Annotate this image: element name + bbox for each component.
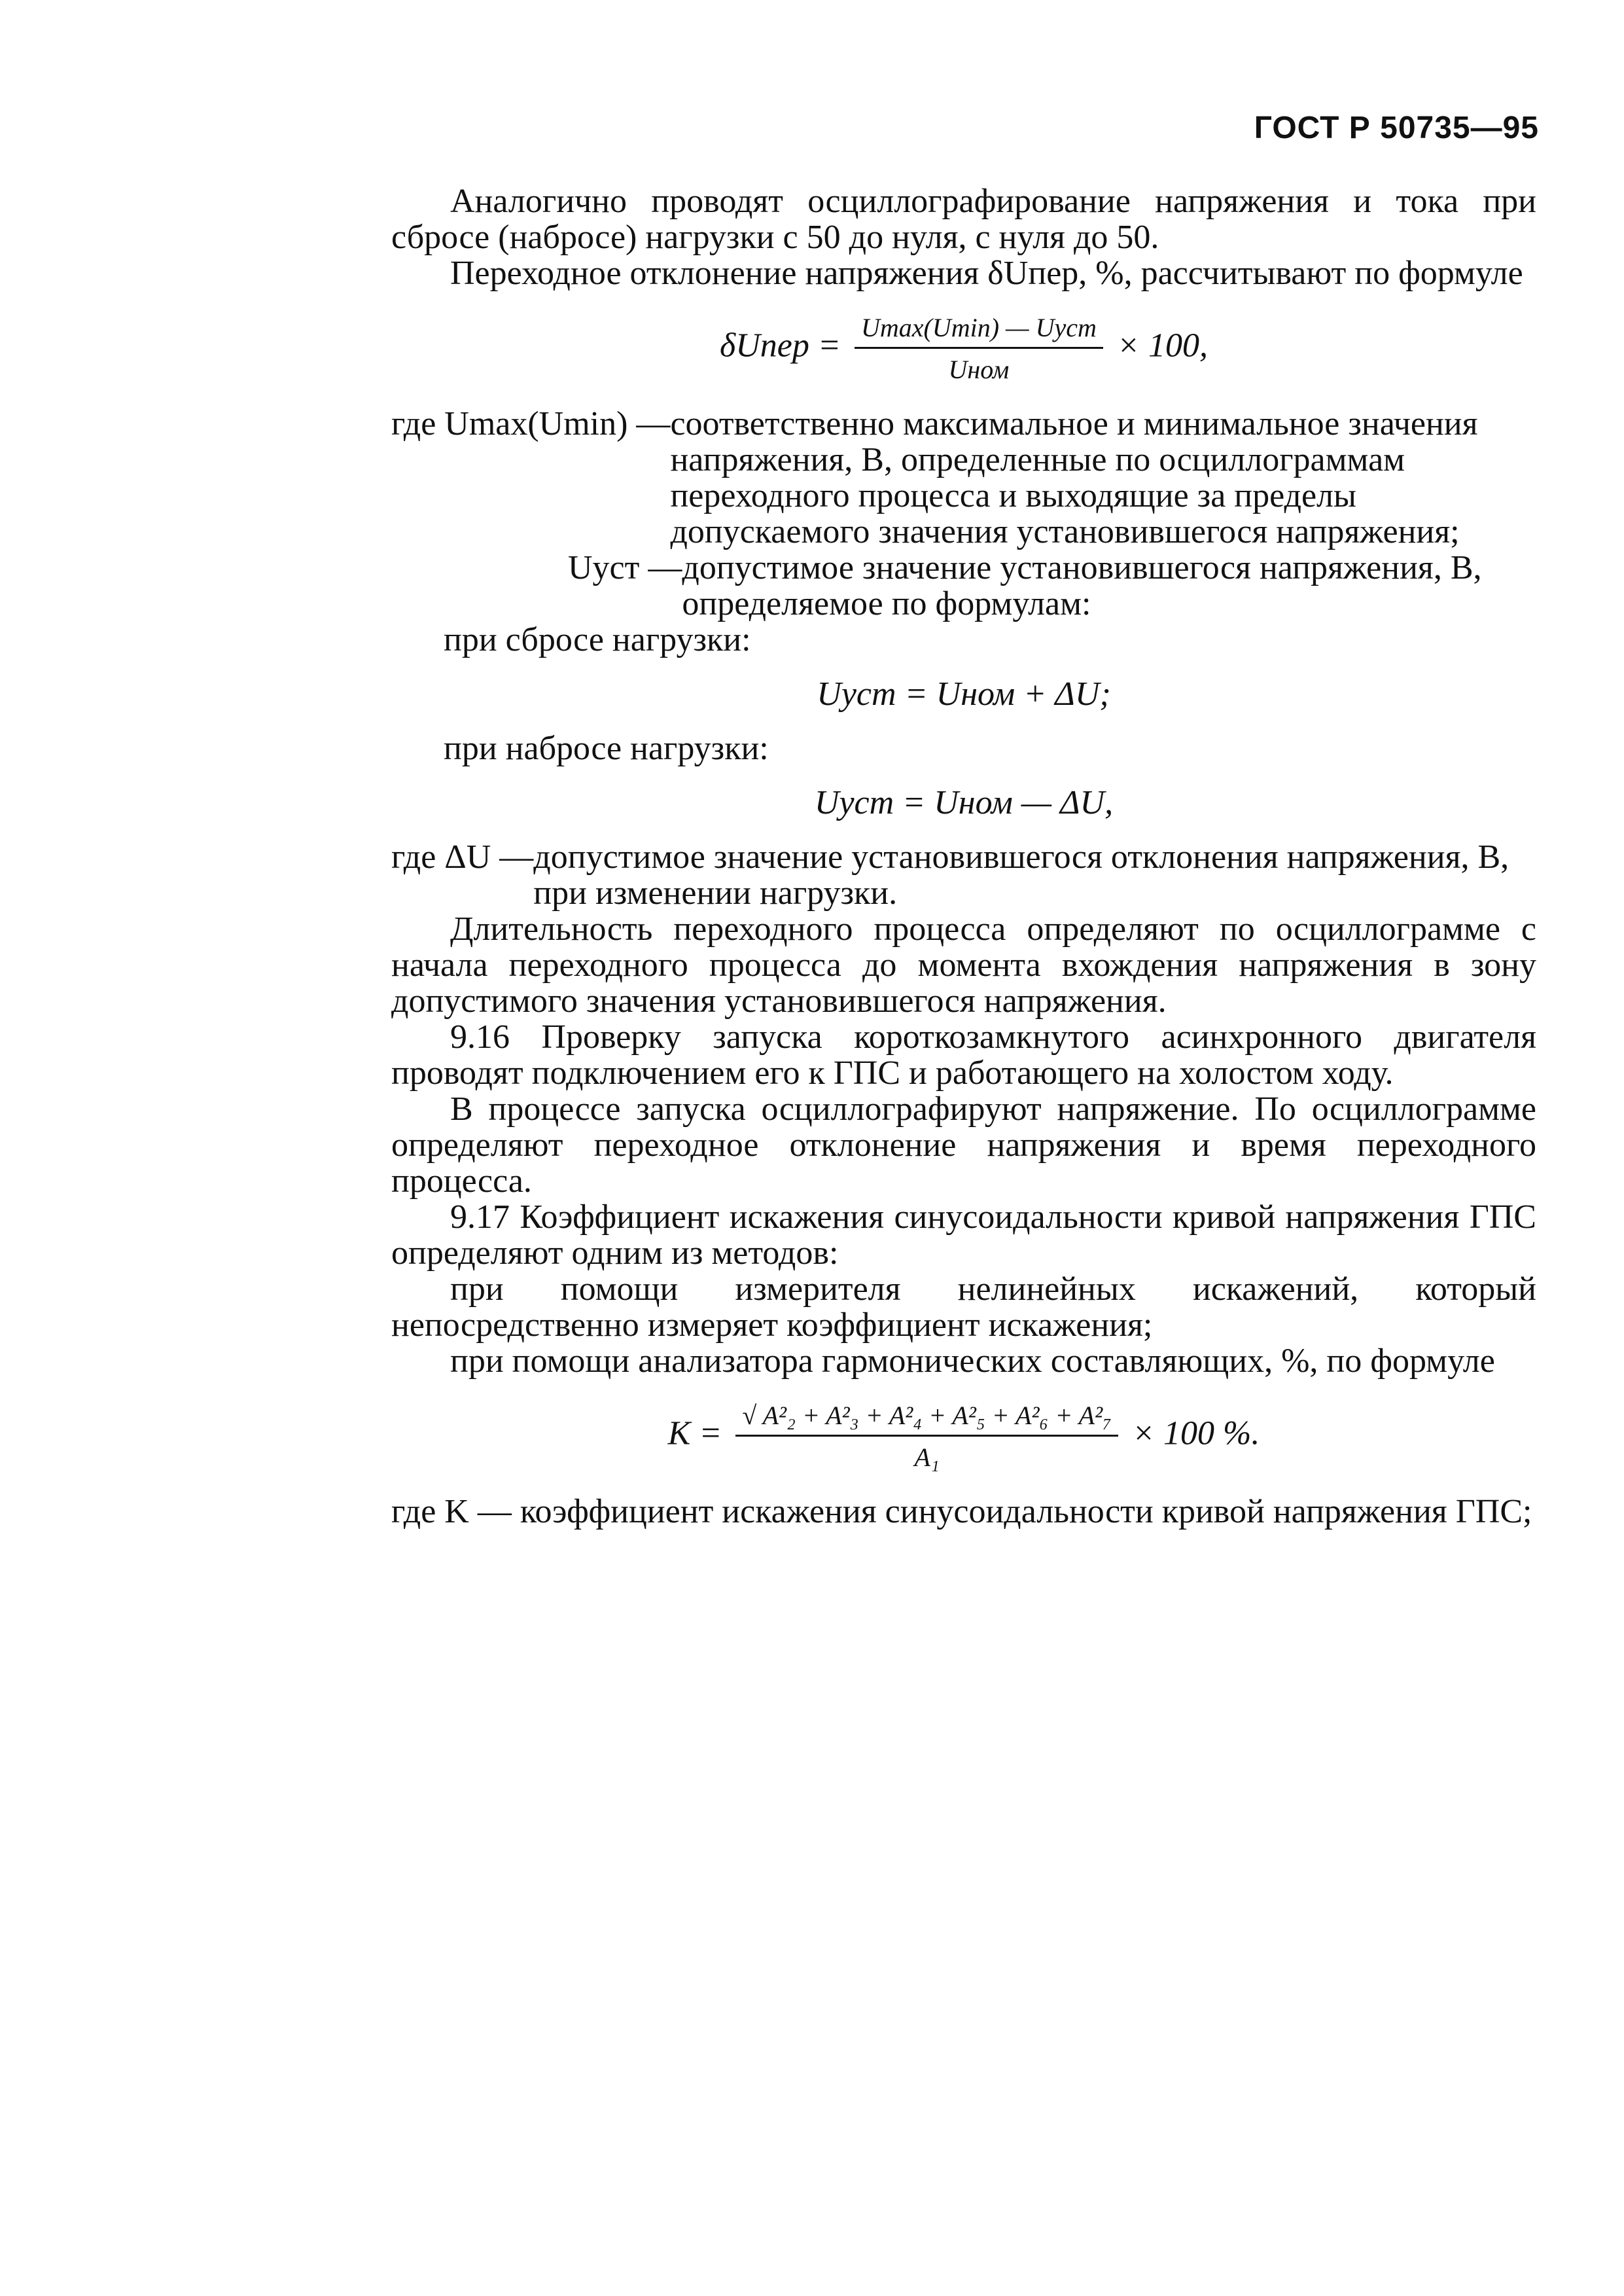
formula-transient-deviation: δUпер = $\frac{\text{Umax(Umin) — Uуст}}{\text{Uном}}$ × 100, (391, 310, 1536, 387)
definition-delta-u: где ΔU — допустимое значение установившегося отклонения напряжения, В, при изменении нагрузки. (391, 838, 1509, 912)
paragraph: Переходное отклонение напряжения δUпер, %, рассчитывают по формуле (450, 255, 1523, 292)
definition-uust: Uуст — допустимое значение установившегося напряжения, В, определяемое по формулам: (568, 549, 1482, 622)
formula-distortion-coefficient: K = $\frac{\text{√ A²₂ + A²₃ + A²₄ + A²₅ + A²₆ + A²₇}}{\text{A₁}}$ × 100 %. (391, 1397, 1536, 1475)
paragraph: Аналогично проводят осциллографирование напряжения и тока при сбросе (набросе) нагрузки с 50 до нуля, с нуля до 50. (391, 183, 1536, 256)
label-throw: при набросе нагрузки: (444, 730, 769, 767)
paragraph: В процессе запуска осциллографируют напряжение. По осциллограмме определяют переходное отклонение напряжения и время переходного процесса. (391, 1090, 1536, 1200)
paragraph: при помощи измерителя нелинейных искажений, который непосредственно измеряет коэффициент искажения; (391, 1270, 1536, 1344)
paragraph: 9.17 Коэффициент искажения синусоидальности кривой напряжения ГПС определяют одним из методов: (391, 1198, 1536, 1272)
formula-throw: Uуст = Uном — ΔU, (814, 784, 1114, 821)
definition-k: где K — коэффициент искажения синусоидальности кривой напряжения ГПС; (391, 1493, 1532, 1530)
document-body (391, 183, 1536, 1530)
formula-drop: Uуст = Uном + ΔU; (817, 675, 1111, 713)
document-header: ГОСТ Р 50735—95 (1254, 111, 1539, 145)
paragraph: Длительность переходного процесса определяют по осциллограмме с начала переходного процесса до момента вхождения напряжения в зону допустимого значения установившегося напряжения. (391, 910, 1536, 1020)
label-drop: при сбросе нагрузки: (444, 621, 751, 658)
paragraph: при помощи анализатора гармонических составляющих, %, по формуле (450, 1342, 1495, 1380)
definition-umax: где Umax(Umin) — соответственно максимальное и минимальное значения напряжения, В, определенные по осциллограммам переходного процесса и выходящие за пределы допускаемого значения установившегося напряжения; (391, 405, 1478, 550)
paragraph: 9.16 Проверку запуска короткозамкнутого асинхронного двигателя проводят подключением его к ГПС и работающего на холостом ходу. (391, 1018, 1536, 1092)
